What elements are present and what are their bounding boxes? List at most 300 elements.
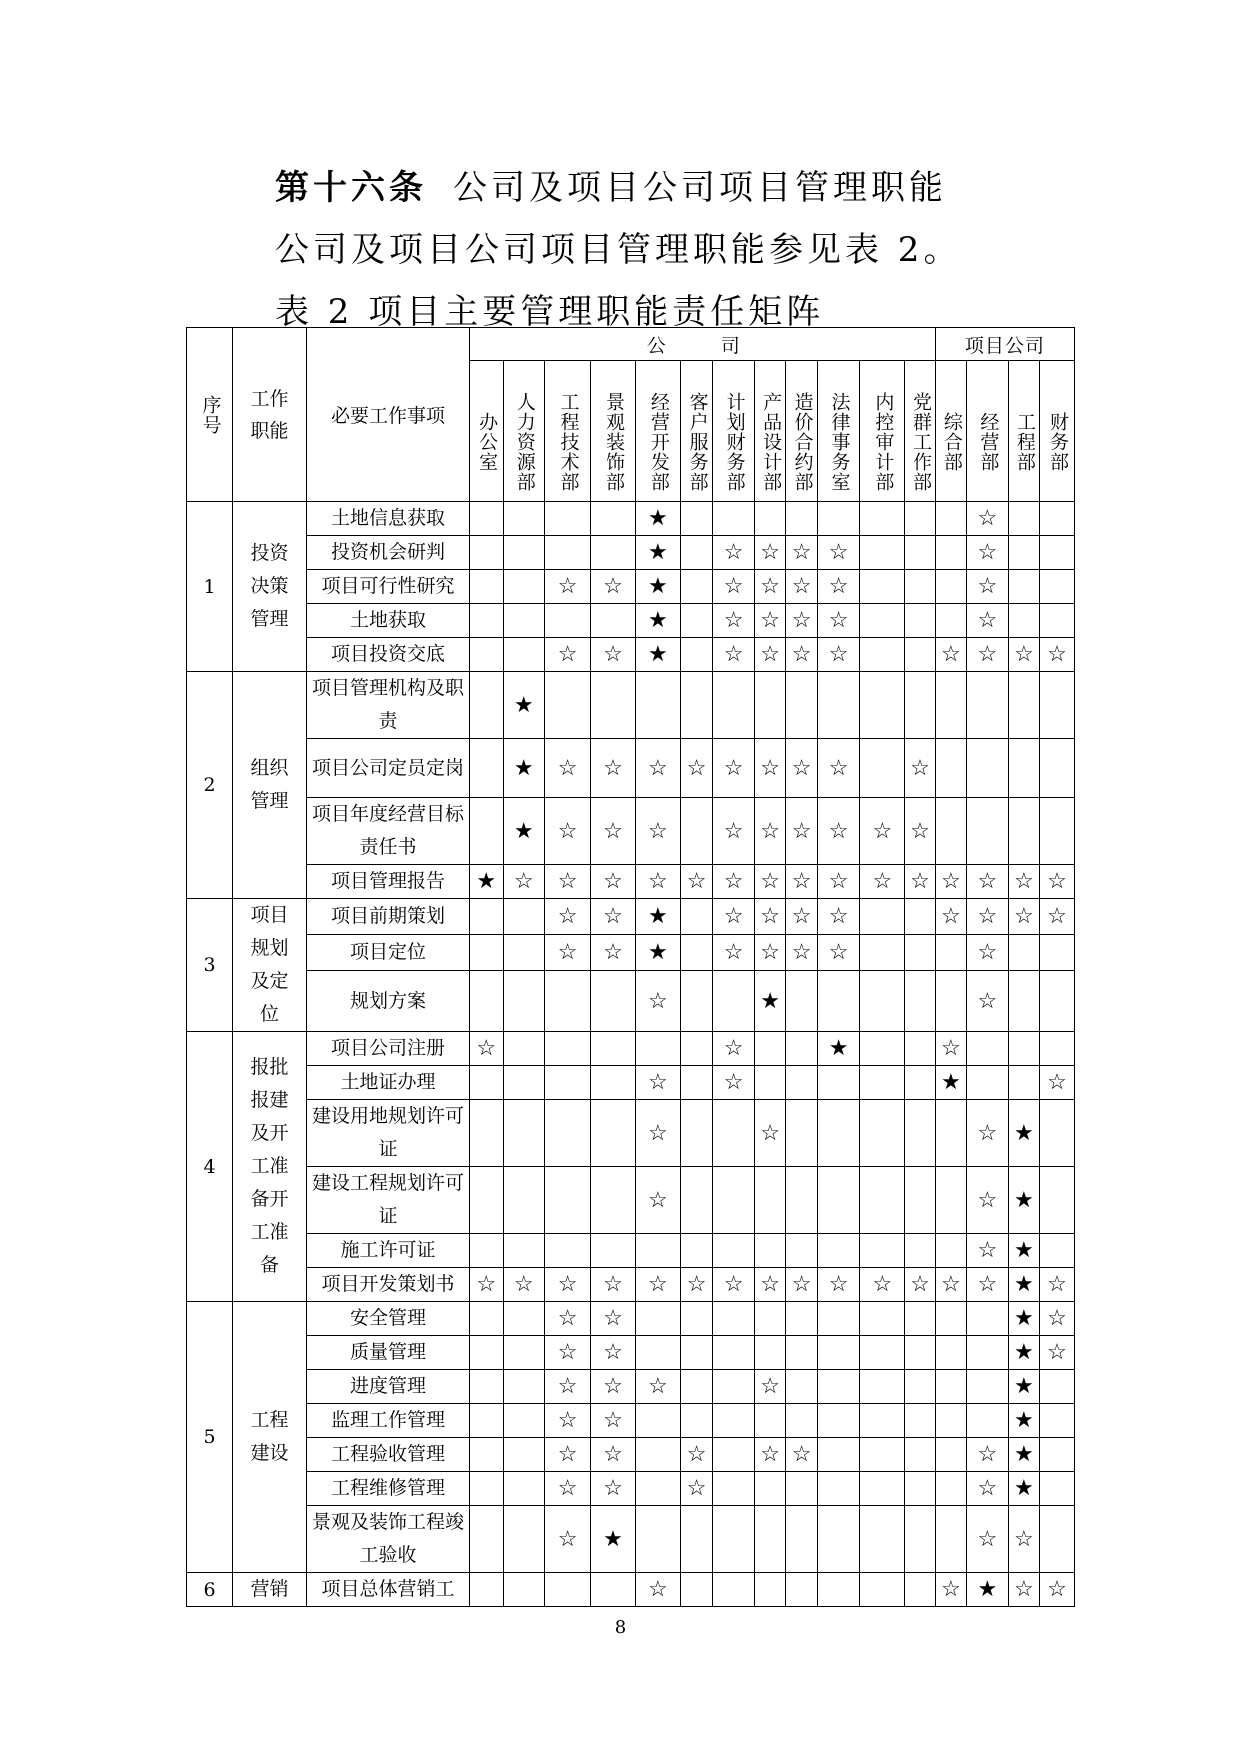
empty-mark-cell [469,1438,503,1472]
participation-mark: ☆ [935,1032,966,1066]
empty-mark-cell [713,971,755,1032]
empty-mark-cell [860,1506,905,1573]
participation-mark: ☆ [545,638,591,672]
participation-mark: ☆ [545,899,591,935]
empty-mark-cell [503,536,545,570]
primary-responsibility-mark: ★ [503,798,545,865]
empty-mark-cell [469,1404,503,1438]
empty-mark-cell [591,1167,636,1234]
primary-responsibility-mark: ★ [1008,1370,1039,1404]
empty-mark-cell [860,604,905,638]
empty-mark-cell [469,1573,503,1607]
empty-mark-cell [860,1573,905,1607]
primary-responsibility-mark: ★ [1008,1438,1039,1472]
participation-mark: ☆ [1040,1573,1075,1607]
dept-label: 客户服务部 [686,392,709,492]
empty-mark-cell [786,672,817,739]
task-cell: 施工许可证 [307,1234,470,1268]
participation-mark: ☆ [591,739,636,798]
empty-mark-cell [503,1032,545,1066]
empty-mark-cell [591,1032,636,1066]
empty-mark-cell [817,672,860,739]
participation-mark: ☆ [545,798,591,865]
article-heading [275,160,947,209]
task-cell: 项目年度经营目标责任书 [307,798,470,865]
empty-mark-cell [680,1336,713,1370]
participation-mark: ☆ [1008,638,1039,672]
dept-header [967,361,1009,502]
table-row [187,1438,1075,1472]
participation-mark: ☆ [713,935,755,971]
empty-mark-cell [967,1404,1009,1438]
participation-mark: ☆ [967,604,1009,638]
group-function [233,899,307,1032]
participation-mark: ☆ [591,570,636,604]
empty-mark-cell [860,570,905,604]
empty-mark-cell [591,604,636,638]
empty-mark-cell [635,1472,680,1506]
empty-mark-cell [680,1506,713,1573]
participation-mark: ☆ [786,798,817,865]
empty-mark-cell [1040,536,1075,570]
empty-mark-cell [1040,1404,1075,1438]
empty-mark-cell [503,1472,545,1506]
table-row [187,1302,1075,1336]
primary-responsibility-mark: ★ [1008,1404,1039,1438]
empty-mark-cell [591,971,636,1032]
primary-responsibility-mark: ★ [1008,1268,1039,1302]
dept-label: 法律事务室 [828,392,851,492]
participation-mark: ☆ [754,1100,785,1167]
empty-mark-cell [935,1167,966,1234]
participation-mark: ☆ [713,899,755,935]
empty-mark-cell [591,502,636,536]
table-row [187,1234,1075,1268]
empty-mark-cell [1040,604,1075,638]
empty-mark-cell [503,638,545,672]
empty-mark-cell [786,1370,817,1404]
primary-responsibility-mark: ★ [635,638,680,672]
empty-mark-cell [680,1404,713,1438]
empty-mark-cell [680,1066,713,1100]
empty-mark-cell [503,1438,545,1472]
empty-mark-cell [503,971,545,1032]
participation-mark: ☆ [905,1268,935,1302]
participation-mark: ☆ [817,536,860,570]
empty-mark-cell [635,1506,680,1573]
task-cell: 监理工作管理 [307,1404,470,1438]
participation-mark: ☆ [967,971,1009,1032]
empty-mark-cell [860,1370,905,1404]
header-seq: 序号 [187,328,233,502]
empty-mark-cell [786,1234,817,1268]
empty-mark-cell [469,899,503,935]
empty-mark-cell [1040,1370,1075,1404]
participation-mark: ☆ [754,604,785,638]
empty-mark-cell [469,672,503,739]
participation-mark: ☆ [860,798,905,865]
participation-mark: ☆ [754,638,785,672]
empty-mark-cell [503,1336,545,1370]
empty-mark-cell [680,1302,713,1336]
empty-mark-cell [754,1032,785,1066]
participation-mark: ☆ [635,739,680,798]
participation-mark: ☆ [635,1573,680,1607]
participation-mark: ☆ [935,638,966,672]
empty-mark-cell [635,1234,680,1268]
participation-mark: ☆ [469,1032,503,1066]
participation-mark: ☆ [754,899,785,935]
participation-mark: ☆ [1040,1066,1075,1100]
participation-mark: ☆ [905,865,935,899]
group-seq: 5 [187,1302,233,1573]
participation-mark: ☆ [786,570,817,604]
empty-mark-cell [905,1506,935,1573]
empty-mark-cell [591,1066,636,1100]
task-cell: 规划方案 [307,971,470,1032]
participation-mark: ☆ [1008,1573,1039,1607]
participation-mark: ☆ [545,1336,591,1370]
empty-mark-cell [713,1438,755,1472]
participation-mark: ☆ [591,1438,636,1472]
primary-responsibility-mark: ★ [469,865,503,899]
empty-mark-cell [754,1167,785,1234]
dept-header [1040,361,1075,502]
participation-mark: ☆ [545,1370,591,1404]
empty-mark-cell [1008,1032,1039,1066]
empty-mark-cell [545,1032,591,1066]
empty-mark-cell [1040,502,1075,536]
empty-mark-cell [591,536,636,570]
primary-responsibility-mark: ★ [817,1032,860,1066]
empty-mark-cell [935,1302,966,1336]
participation-mark: ☆ [967,1438,1009,1472]
empty-mark-cell [680,570,713,604]
empty-mark-cell [503,1573,545,1607]
empty-mark-cell [503,1167,545,1234]
empty-mark-cell [713,1100,755,1167]
empty-mark-cell [1040,672,1075,739]
empty-mark-cell [905,672,935,739]
participation-mark: ☆ [713,798,755,865]
empty-mark-cell [817,1302,860,1336]
participation-mark: ☆ [713,1268,755,1302]
participation-mark: ☆ [545,1268,591,1302]
empty-mark-cell [905,1100,935,1167]
empty-mark-cell [680,935,713,971]
empty-mark-cell [786,502,817,536]
empty-mark-cell [713,1336,755,1370]
participation-mark: ☆ [786,899,817,935]
empty-mark-cell [545,1100,591,1167]
participation-mark: ☆ [635,798,680,865]
participation-mark: ☆ [591,935,636,971]
empty-mark-cell [786,971,817,1032]
group-seq: 2 [187,672,233,899]
empty-mark-cell [635,1336,680,1370]
empty-mark-cell [786,1167,817,1234]
participation-mark: ☆ [967,899,1009,935]
empty-mark-cell [469,935,503,971]
empty-mark-cell [967,672,1009,739]
table-row [187,1032,1075,1066]
table-row [187,1370,1075,1404]
empty-mark-cell [935,1472,966,1506]
participation-mark: ☆ [860,1268,905,1302]
empty-mark-cell [680,502,713,536]
table-row [187,536,1075,570]
participation-mark: ☆ [935,865,966,899]
empty-mark-cell [469,1506,503,1573]
task-cell: 建设用地规划许可证 [307,1100,470,1167]
empty-mark-cell [469,971,503,1032]
task-cell: 建设工程规划许可证 [307,1167,470,1234]
empty-mark-cell [635,1438,680,1472]
dept-header [635,361,680,502]
empty-mark-cell [680,1167,713,1234]
empty-mark-cell [503,899,545,935]
empty-mark-cell [680,672,713,739]
empty-mark-cell [860,1100,905,1167]
participation-mark: ☆ [591,798,636,865]
dept-header [786,361,817,502]
empty-mark-cell [860,1472,905,1506]
empty-mark-cell [1008,739,1039,798]
table-row [187,1167,1075,1234]
task-cell: 工程维修管理 [307,1472,470,1506]
empty-mark-cell [503,1404,545,1438]
empty-mark-cell [469,1336,503,1370]
empty-mark-cell [713,1506,755,1573]
dept-header [860,361,905,502]
empty-mark-cell [786,1336,817,1370]
participation-mark: ☆ [967,502,1009,536]
participation-mark: ☆ [786,935,817,971]
empty-mark-cell [860,899,905,935]
participation-mark: ☆ [1040,1336,1075,1370]
empty-mark-cell [905,1302,935,1336]
task-cell: 项目前期策划 [307,899,470,935]
participation-mark: ☆ [754,570,785,604]
participation-mark: ☆ [967,536,1009,570]
task-cell: 质量管理 [307,1336,470,1370]
empty-mark-cell [469,1472,503,1506]
header-task: 必要工作事项 [307,328,470,502]
dept-label: 经营部 [977,412,1000,472]
empty-mark-cell [713,1302,755,1336]
group-seq: 3 [187,899,233,1032]
participation-mark: ☆ [591,1370,636,1404]
task-cell: 进度管理 [307,1370,470,1404]
empty-mark-cell [860,1167,905,1234]
empty-mark-cell [860,935,905,971]
empty-mark-cell [1040,570,1075,604]
primary-responsibility-mark: ★ [1008,1472,1039,1506]
task-cell: 土地获取 [307,604,470,638]
table-row [187,672,1075,739]
empty-mark-cell [967,739,1009,798]
empty-mark-cell [786,1100,817,1167]
participation-mark: ☆ [545,935,591,971]
empty-mark-cell [754,1573,785,1607]
empty-mark-cell [860,1302,905,1336]
empty-mark-cell [860,1234,905,1268]
empty-mark-cell [469,502,503,536]
participation-mark: ☆ [967,1268,1009,1302]
empty-mark-cell [469,1066,503,1100]
responsibility-matrix [186,327,1075,1607]
empty-mark-cell [1008,971,1039,1032]
group-function [233,502,307,672]
page-number: 8 [614,1617,627,1638]
empty-mark-cell [469,1370,503,1404]
empty-mark-cell [545,672,591,739]
empty-mark-cell [680,971,713,1032]
primary-responsibility-mark: ★ [754,971,785,1032]
participation-mark: ☆ [817,865,860,899]
table-caption: 表 2 项目主要管理职能责任矩阵 [275,292,825,332]
empty-mark-cell [469,798,503,865]
participation-mark: ☆ [680,865,713,899]
participation-mark: ☆ [817,1268,860,1302]
empty-mark-cell [905,570,935,604]
empty-mark-cell [786,1506,817,1573]
table-row [187,1066,1075,1100]
participation-mark: ☆ [713,570,755,604]
empty-mark-cell [935,798,966,865]
participation-mark: ☆ [635,1167,680,1234]
task-cell: 项目定位 [307,935,470,971]
table-row [187,798,1075,865]
primary-responsibility-mark: ★ [591,1506,636,1573]
empty-mark-cell [817,1370,860,1404]
primary-responsibility-mark: ★ [635,935,680,971]
empty-mark-cell [680,1370,713,1404]
participation-mark: ☆ [1040,899,1075,935]
participation-mark: ☆ [680,1472,713,1506]
empty-mark-cell [545,502,591,536]
empty-mark-cell [935,971,966,1032]
participation-mark: ☆ [591,1472,636,1506]
empty-mark-cell [713,672,755,739]
empty-mark-cell [817,1573,860,1607]
empty-mark-cell [935,1234,966,1268]
participation-mark: ☆ [967,935,1009,971]
empty-mark-cell [967,1066,1009,1100]
dept-label: 产品设计部 [760,392,783,492]
participation-mark: ☆ [935,1268,966,1302]
participation-mark: ☆ [545,1438,591,1472]
empty-mark-cell [1040,798,1075,865]
dept-label: 工程技术部 [557,392,580,492]
empty-mark-cell [591,672,636,739]
participation-mark: ☆ [1040,1268,1075,1302]
participation-mark: ☆ [754,865,785,899]
empty-mark-cell [905,1032,935,1066]
group-seq: 6 [187,1573,233,1607]
empty-mark-cell [545,536,591,570]
empty-mark-cell [860,1336,905,1370]
empty-mark-cell [905,1438,935,1472]
participation-mark: ☆ [817,638,860,672]
dept-label: 综合部 [940,412,963,472]
primary-responsibility-mark: ★ [635,604,680,638]
empty-mark-cell [1040,739,1075,798]
empty-mark-cell [545,971,591,1032]
empty-mark-cell [754,672,785,739]
empty-mark-cell [817,1404,860,1438]
table-row [187,638,1075,672]
participation-mark: ☆ [967,1472,1009,1506]
task-cell: 项目开发策划书 [307,1268,470,1302]
participation-mark: ☆ [591,638,636,672]
participation-mark: ☆ [545,570,591,604]
dept-label: 财务部 [1047,412,1069,472]
empty-mark-cell [786,1032,817,1066]
table-row [187,1404,1075,1438]
empty-mark-cell [469,1167,503,1234]
empty-mark-cell [817,1100,860,1167]
empty-mark-cell [545,1573,591,1607]
participation-mark: ☆ [545,1472,591,1506]
empty-mark-cell [503,604,545,638]
empty-mark-cell [503,1066,545,1100]
empty-mark-cell [935,1370,966,1404]
empty-mark-cell [503,570,545,604]
empty-mark-cell [786,1404,817,1438]
table-row [187,935,1075,971]
empty-mark-cell [905,604,935,638]
dept-header [1008,361,1039,502]
dept-label: 内控审计部 [872,392,895,492]
empty-mark-cell [680,536,713,570]
participation-mark: ☆ [786,1438,817,1472]
participation-mark: ☆ [786,865,817,899]
participation-mark: ☆ [1008,899,1039,935]
dept-header [905,361,935,502]
participation-mark: ☆ [591,899,636,935]
empty-mark-cell [713,1370,755,1404]
empty-mark-cell [469,570,503,604]
participation-mark: ☆ [1040,865,1075,899]
participation-mark: ☆ [786,604,817,638]
empty-mark-cell [817,1506,860,1573]
participation-mark: ☆ [713,1066,755,1100]
participation-mark: ☆ [1008,1506,1039,1573]
participation-mark: ☆ [754,798,785,865]
empty-mark-cell [817,1066,860,1100]
empty-mark-cell [860,739,905,798]
participation-mark: ☆ [635,1100,680,1167]
empty-mark-cell [967,1336,1009,1370]
table-row [187,604,1075,638]
empty-mark-cell [1008,1066,1039,1100]
table-row [187,1573,1075,1607]
group-function [233,1032,307,1302]
group-function-label: 报批报建及开工准备开工准备 [250,1056,289,1276]
empty-mark-cell [817,1336,860,1370]
empty-mark-cell [935,739,966,798]
task-cell: 土地信息获取 [307,502,470,536]
table-row [187,865,1075,899]
dept-header [935,361,966,502]
empty-mark-cell [713,1472,755,1506]
participation-mark: ☆ [786,739,817,798]
participation-mark: ☆ [817,570,860,604]
empty-mark-cell [680,638,713,672]
participation-mark: ☆ [817,935,860,971]
empty-mark-cell [680,1573,713,1607]
